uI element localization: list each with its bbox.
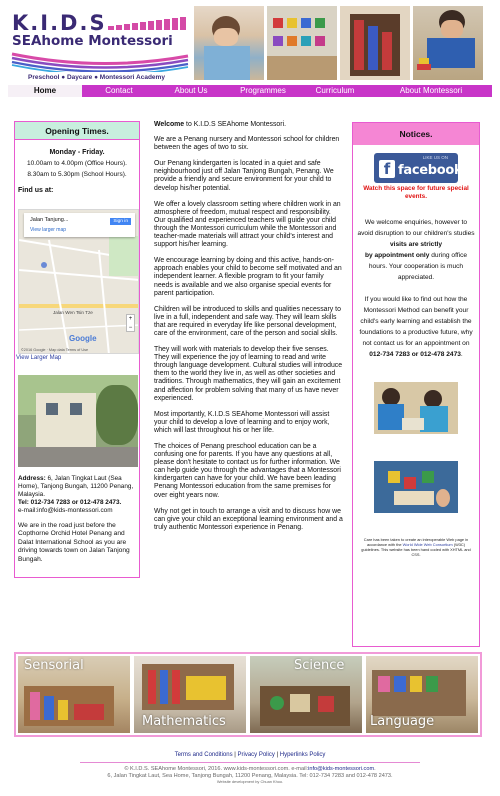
map-view-larger-link[interactable]: View larger map bbox=[30, 227, 67, 233]
gallery-language-label: Language bbox=[370, 714, 435, 729]
welcome-bold: Welcome bbox=[154, 121, 185, 128]
opening-times-heading: Opening Times. bbox=[15, 122, 139, 140]
enquiries-text-end: during office hours. Your cooperation is much appreciated. bbox=[368, 252, 468, 281]
facebook-like-us-text: LIKE US ON bbox=[422, 155, 448, 160]
address-text: 6, Jalan Tingkat Laut (Sea Home), Tanjong Bungah, 11200 Penang, Malaysia. bbox=[18, 475, 134, 498]
logo-blocks bbox=[108, 17, 186, 30]
footer-links bbox=[0, 752, 500, 758]
w3c-text-end: (W3C) guidelines. This website has been hand coded with XHTML and CSS. bbox=[361, 542, 471, 557]
school-hours: 8.30am to 5.30pm (School Hours). bbox=[27, 171, 127, 178]
terms-link[interactable]: Terms and Conditions bbox=[174, 752, 233, 758]
gallery-science[interactable] bbox=[250, 656, 362, 733]
facebook-like-button[interactable] bbox=[374, 153, 463, 183]
right-sidebar bbox=[352, 122, 480, 647]
map-road-label: Jalan Wen Tsin Tze bbox=[53, 310, 93, 315]
logo-tagline: Preschool ● Daycare ● Montessori Academy bbox=[28, 74, 165, 81]
nav-programmes[interactable]: Programmes bbox=[240, 86, 286, 95]
visit-paragraph: Why not get in touch to arrange a visit and to discuss how we can give your child an exceptional learning environment and a truly authentic Montessori experience in Penang. bbox=[154, 507, 343, 531]
site-logo[interactable] bbox=[10, 8, 190, 80]
map-zoom-control[interactable]: + − bbox=[126, 314, 135, 332]
telephone: Tel: 012-734 7283 or 012-478 2473. bbox=[18, 499, 122, 506]
opening-hours bbox=[15, 147, 139, 180]
learn-more-notice: If you would like to find out how the Montessori Method can benefit your child's early learning and establish the foundations to a productive future, why not contact us for an appointment on 012-734 7283 or 012-478 2473. bbox=[359, 296, 473, 358]
enquiries-text: We welcome enquiries, however to avoid disruption to our children's studies bbox=[357, 219, 475, 237]
appointment-telephone: 012-734 7283 or 012-478 2473 bbox=[369, 351, 461, 358]
classroom-paragraph: We offer a lovely classroom setting where children work in an atmosphere of freedom, mutual respect and responsibility. Our qualified and experienced teachers will guide your child through the Montessori curriculum while the Montessori and teacher-made materials will attract your child's interest and support his/her learning. bbox=[154, 200, 341, 249]
copyright-text-end: . bbox=[374, 766, 376, 772]
footer-email-link[interactable]: info@kids-montessori.com bbox=[308, 766, 375, 772]
watch-notice: Watch this space for future special events. bbox=[363, 185, 469, 200]
notices-heading: Notices. bbox=[353, 123, 479, 145]
office-hours: 10.00am to 4.00pm (Office Hours). bbox=[27, 160, 127, 167]
by-appointment-text: by appointment only bbox=[364, 252, 430, 259]
main-content bbox=[154, 121, 344, 540]
google-map[interactable] bbox=[18, 209, 139, 354]
welcome-line bbox=[154, 121, 344, 129]
visits-strictly-text: visits are strictly bbox=[389, 241, 443, 248]
learning-paragraph: We encourage learning by doing and this active, hands-on-approach enables your child to become self motivated and an independent learner. A flexible program to fit your family needs is available and we also organise special events for parent participation. bbox=[154, 257, 342, 297]
logo-swoosh bbox=[10, 50, 190, 72]
intro-paragraph: We are a Penang nursery and Montessori school for children between the ages of two to six. bbox=[154, 136, 340, 152]
find-us-label: Find us at: bbox=[18, 187, 54, 194]
school-address bbox=[18, 475, 136, 515]
main-nav bbox=[8, 85, 492, 97]
senses-paragraph: They will work with materials to develop their five senses. They will experience the joy of learning to read and write through language development. Cultural studies will introduce them to the world they live in, as well as other societies and traditions. Through mathematics, they will gain an excitement and affection for problem solving that many of us have never experienced. bbox=[154, 346, 343, 402]
gallery-mathematics-label: Mathematics bbox=[142, 714, 226, 729]
footer-copyright bbox=[0, 766, 500, 786]
header-photo-color-tablets bbox=[267, 6, 337, 80]
map-place-card bbox=[24, 213, 135, 237]
gallery-science-label: Science bbox=[294, 658, 345, 673]
gallery-sensorial[interactable] bbox=[18, 656, 130, 733]
learn-more-text: If you would like to find out how the Montessori Method can benefit your child's early learning and establish the foundations to a productive future, why not contact us for an appointment on bbox=[359, 296, 473, 347]
map-sign-in-button[interactable]: Sign in bbox=[110, 218, 131, 225]
facebook-icon: f bbox=[379, 160, 395, 178]
header-photo-child-stacking bbox=[413, 6, 483, 80]
nav-home[interactable]: Home bbox=[8, 85, 82, 97]
welcome-text: to K.I.D.S SEAhome Montessori. bbox=[184, 121, 287, 128]
logo-kids-text: K.I.D.S bbox=[12, 11, 107, 35]
gallery-language[interactable] bbox=[366, 656, 478, 733]
directions-text: We are in the road just before the Copthorne Orchid Hotel Penang and Dalat International School as you are driving towards town on Jalan Tanjong Bungah. bbox=[18, 522, 130, 563]
hyperlinks-link[interactable]: Hyperlinks Policy bbox=[279, 752, 326, 758]
map-place-name: Jalan Tanjung... bbox=[30, 217, 69, 223]
header-photo-pink-tower bbox=[340, 6, 410, 80]
school-building-photo bbox=[18, 375, 138, 467]
nav-curriculum[interactable]: Curriculum bbox=[315, 86, 355, 95]
copyright-text: © K.I.D.S. SEAhome Montessori, 2016. www.kids-montessori.com. e-mail: bbox=[124, 766, 309, 772]
skills-paragraph: Children will be introduced to skills and qualities necessary to live in a full, independent and safe way. They will learn skills that are required in everyday life like personal development, care of the environment, care of the person and social skills. bbox=[154, 305, 341, 337]
nav-about-us[interactable]: About Us bbox=[174, 86, 208, 95]
footer-developer-credit: Website development by Chuan Khoo. bbox=[216, 779, 284, 785]
email-link[interactable]: e-mail:info@kids-montessori.com bbox=[18, 507, 113, 514]
location-paragraph: Our Penang kindergarten is located in a quiet and safe neighbourhood just off Jalan Tanjong Bungah, Penang. We provide a friendly and secure environment for your child to develop his/her potential. bbox=[154, 160, 334, 192]
view-larger-map-link[interactable]: View Larger Map bbox=[16, 355, 62, 361]
logo-brand-name: SEAhome Montessori bbox=[12, 33, 173, 49]
nav-contact[interactable]: Contact bbox=[105, 86, 133, 95]
header bbox=[0, 0, 500, 84]
enquiries-notice bbox=[357, 217, 475, 283]
facebook-wordmark: facebook bbox=[398, 163, 463, 178]
notice-photo-materials bbox=[374, 461, 458, 513]
address-label: Address: bbox=[18, 475, 46, 482]
gallery-mathematics[interactable] bbox=[134, 656, 246, 733]
notice-photo-children-working bbox=[374, 382, 458, 434]
footer-separator: | bbox=[232, 752, 238, 758]
footer-separator: | bbox=[274, 752, 280, 758]
gallery-sensorial-label: Sensorial bbox=[24, 658, 84, 673]
nav-about-montessori[interactable]: About Montessori bbox=[399, 86, 463, 95]
header-photo-child-beads bbox=[194, 6, 264, 80]
footer-address: 6, Jalan Tingkat Laut, Sea Home, Tanjong Bungah, 11200 Penang, Malaysia. Tel: 012-734 7283 and 012-478 2473. bbox=[107, 772, 393, 779]
curriculum-gallery bbox=[14, 652, 482, 737]
love-of-learning-paragraph: Most importantly, K.I.D.S SEAhome Montessori will assist your child to develop a love of learning and to enjoy work, which will last throughout his or her life. bbox=[154, 410, 330, 434]
google-logo: Google bbox=[69, 334, 97, 343]
header-photos bbox=[194, 6, 483, 82]
footer-divider bbox=[80, 762, 420, 763]
privacy-link[interactable]: Privacy Policy bbox=[237, 752, 275, 758]
choices-paragraph: The choices of Penang preschool education can be a confusing one for parents. If you have any questions at all, please don't hesitate to contact us for further information. We can help guide you through the advantages that a Montessori kindergarten can have for your child. We have been leading Penang Montessori education from the same premises for over eight years now. bbox=[154, 443, 341, 499]
w3c-notice bbox=[361, 537, 471, 557]
map-copyright: ©2016 Google · Map data Terms of Use bbox=[21, 348, 89, 352]
w3c-link[interactable]: World Wide Web Consortium bbox=[402, 542, 453, 547]
w3c-text: Care has been taken to create an interoperable Web page in accordance with the bbox=[363, 537, 469, 547]
left-sidebar bbox=[14, 121, 140, 578]
opening-days: Monday - Friday. bbox=[49, 149, 105, 156]
